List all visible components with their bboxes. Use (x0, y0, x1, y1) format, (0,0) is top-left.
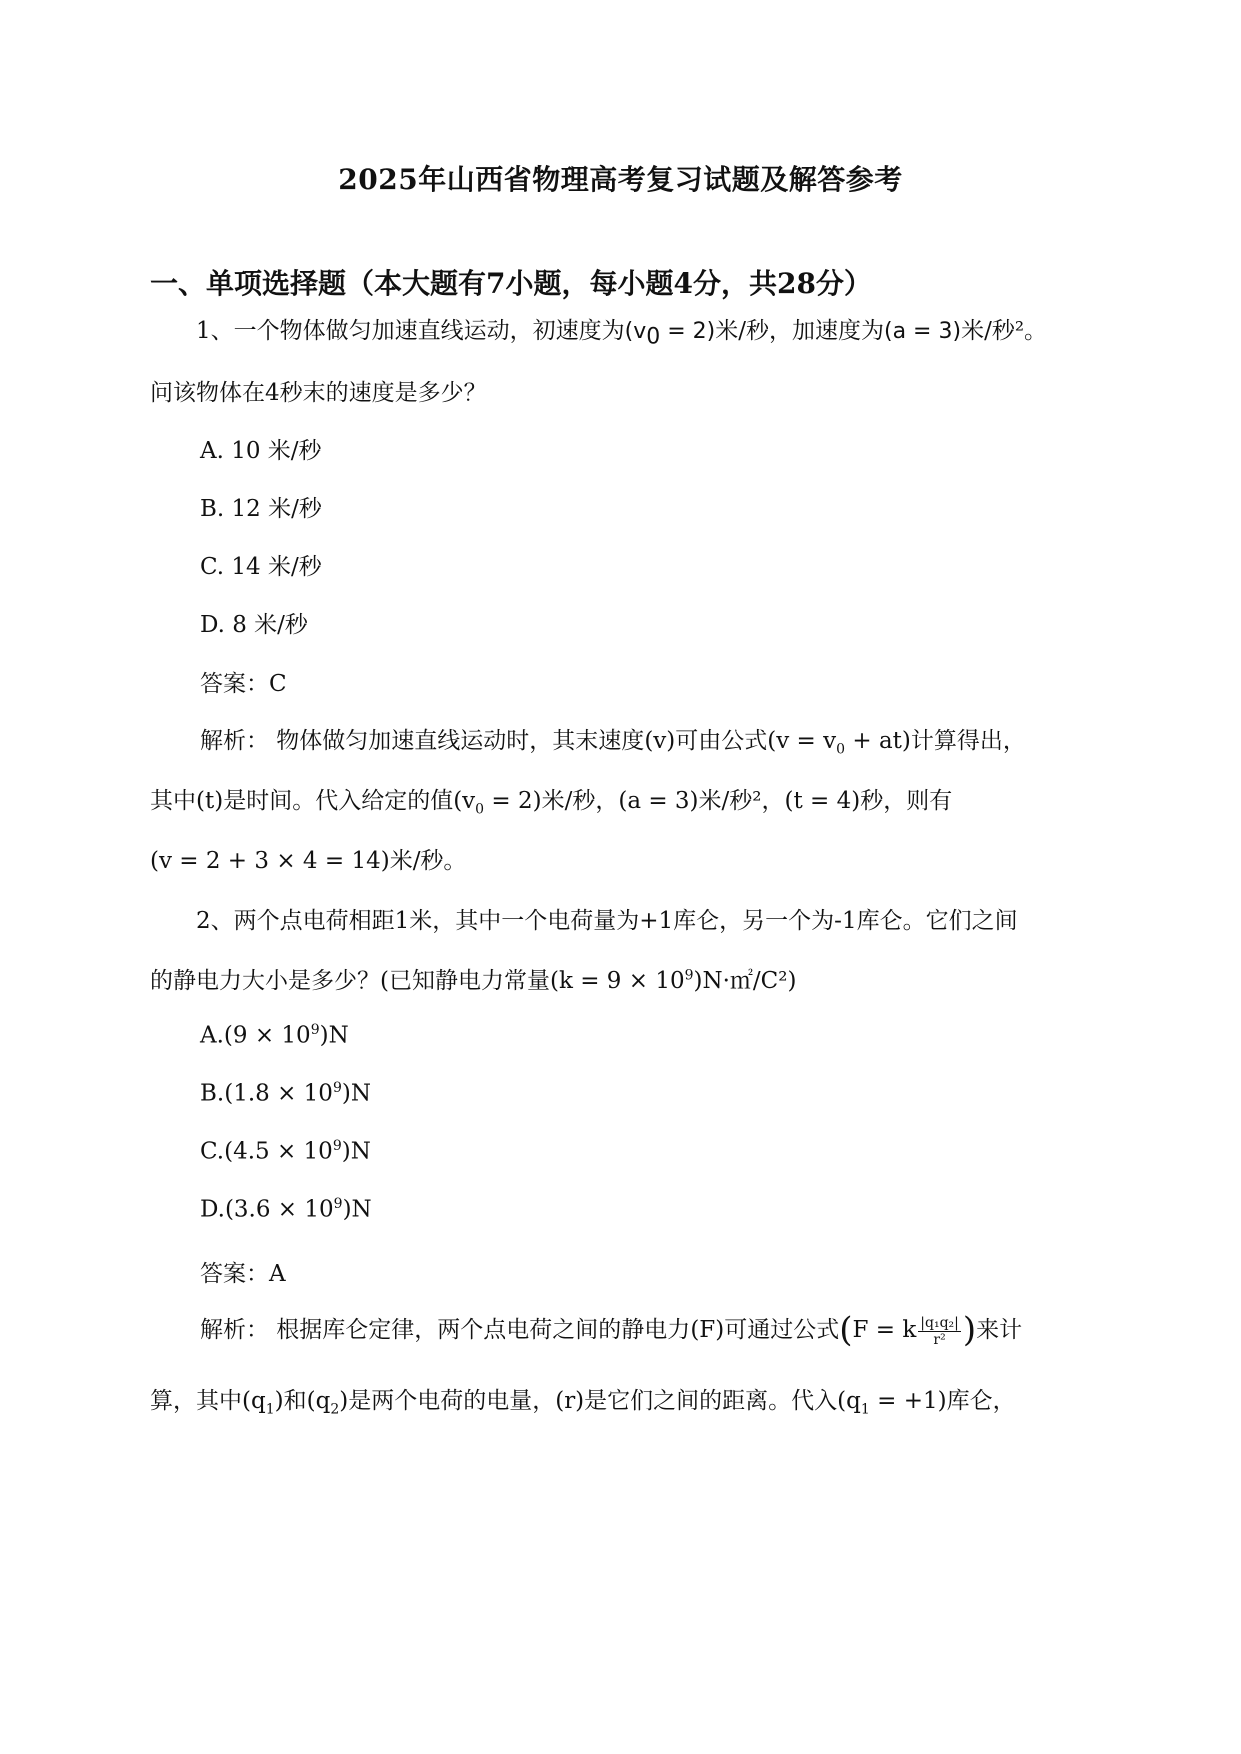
q2-option-a: $A.(9 \times 10^9)N$ (200, 1022, 349, 1049)
q2-stem-line2: 的静电力大小是多少？(已知静电力常量$(k = 9 \times 10^9)N\cdot㎡/C^2$) (150, 967, 797, 994)
page-title: 2025年山西省物理高考复习试题及解答参考 (338, 163, 903, 196)
q1-stem-line1: 1、一个物体做匀加速直线运动，初速度为$(v_0 = 2)$米/秒，加速度为(a = 3)米/秒²。 (196, 318, 1048, 350)
q2-explanation-line1: 解析： 根据库仑定律，两个点电荷之间的静电力(F)可通过公式(F = k $\frac{\text{|q₁q₂|}}{\text{r²}}$ )来计 (200, 1310, 1023, 1350)
q1-answer: 答案：C (200, 671, 287, 697)
q2-explanation-line2: 算，其中$(q_1)$和$(q_2)$是两个电荷的电量，(r)是它们之间的距离。代入$(q_1 = +1)$库仑， (150, 1388, 1016, 1418)
q2-answer: 答案：A (200, 1261, 286, 1287)
q1-stem-line2: 问该物体在4秒末的速度是多少？ (150, 380, 487, 406)
q2-option-d: $D.(3.6 \times 10^9)N$ (200, 1196, 372, 1223)
q1-option-c: C. 14 米/秒 (200, 554, 322, 580)
q1-option-a: A. 10 米/秒 (200, 438, 322, 464)
q1-option-d: D. 8 米/秒 (200, 612, 308, 638)
section-heading: 一、单项选择题（本大题有7小题，每小题4分，共28分） (150, 267, 872, 300)
q2-stem-line1: 2、两个点电荷相距1米，其中一个电荷量为+1库仑，另一个为-1库仑。它们之间 (196, 908, 1018, 934)
q1-explanation-line1: 解析： 物体做匀加速直线运动时，其末速度(v)可由公式$(v = v_0 + at)$计算得出， (200, 728, 1026, 758)
q1-explanation-line3: (v = 2 + 3 × 4 = 14)米/秒。 (150, 848, 467, 874)
q1-option-b: B. 12 米/秒 (200, 496, 322, 522)
q1-explanation-line2: 其中(t)是时间。代入给定的值$(v_0 = 2)$米/秒，(a = 3)米/秒²，(t = 4)秒，则有 (150, 788, 953, 818)
coulomb-fraction: $\frac{\text{|q₁q₂|}}{\text{r²}}$ (920, 1314, 959, 1348)
q2-option-b: $B.(1.8 \times 10^9)N$ (200, 1080, 371, 1107)
q2-option-c: $C.(4.5 \times 10^9)N$ (200, 1138, 371, 1165)
